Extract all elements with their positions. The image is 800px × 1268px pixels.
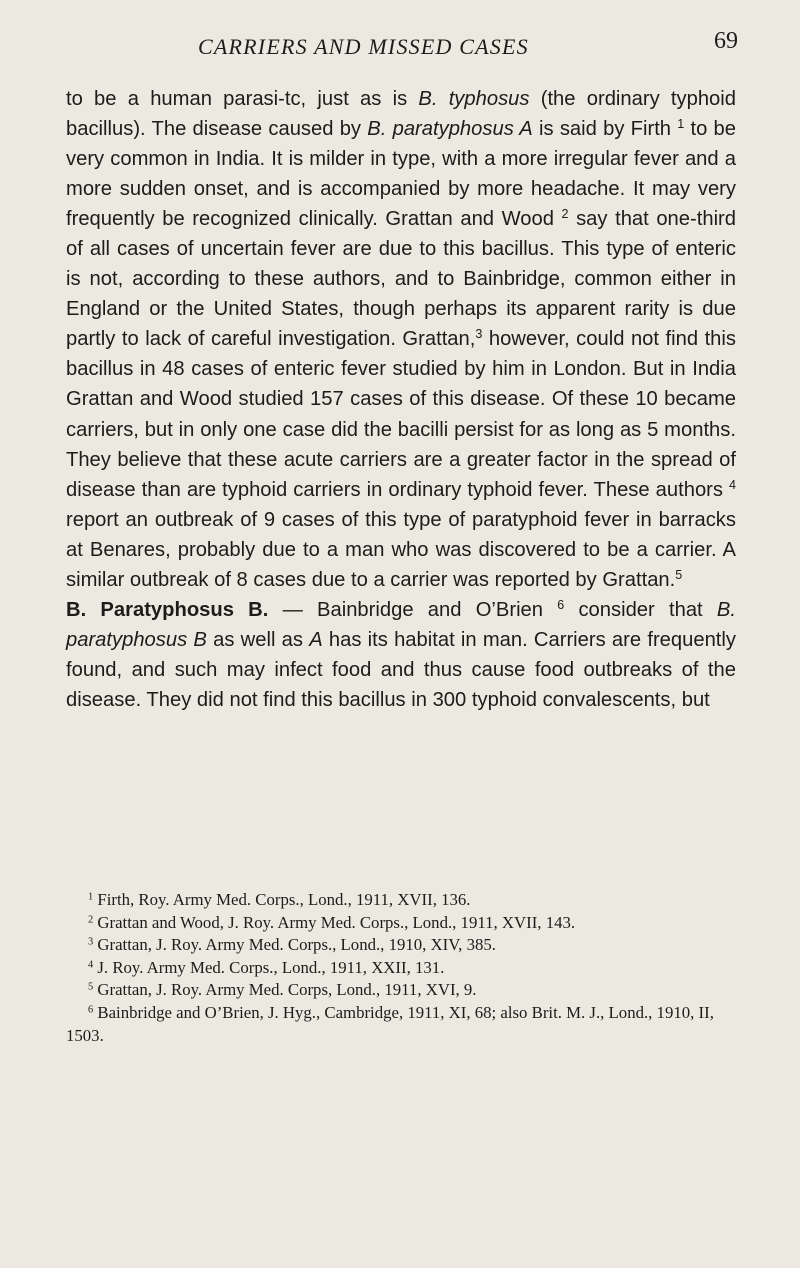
footnote bbox=[66, 912, 736, 935]
text-run: report an outbreak of 9 cases of this type of paratyphoid fever in barracks at Benares, probably due to a man who was discovered to be a carrier. A similar outbreak of 8 cases due to a carrier was reported by Grattan. bbox=[66, 508, 736, 591]
footnote-mark: 6 bbox=[88, 1004, 94, 1016]
footnote-reference: 3 bbox=[475, 327, 483, 342]
text-run: to be a human parasi‑tc, just as is bbox=[66, 88, 419, 110]
body-text bbox=[66, 84, 736, 715]
paragraph-paratyphosus-a bbox=[66, 84, 736, 595]
text-run: as well as bbox=[206, 628, 310, 651]
footnote-text: Grattan, J. Roy. Army Med. Corps, Lond., 1911, XVI, 9. bbox=[97, 980, 477, 1000]
text-run: consider that bbox=[564, 598, 717, 621]
running-head bbox=[66, 28, 738, 64]
footnote-text: Grattan and Wood, J. Roy. Army Med. Corps., Lond., 1911, XVII, 143. bbox=[97, 912, 576, 932]
footnote bbox=[66, 1002, 736, 1047]
text-run: — Bainbridge and O’Brien bbox=[268, 598, 558, 621]
paragraph-paratyphosus-b bbox=[66, 595, 736, 715]
footnote-text: J. Roy. Army Med. Corps., Lond., 1911, XXII, 131. bbox=[97, 957, 445, 977]
footnote-reference: 2 bbox=[561, 207, 569, 222]
footnote-text: Firth, Roy. Army Med. Corps., Lond., 1911, XVII, 136. bbox=[97, 890, 471, 909]
footnote bbox=[66, 934, 736, 957]
italic-term: A bbox=[309, 628, 323, 651]
italic-term: B. paratyphosus B bbox=[66, 598, 736, 651]
page-number: 69 bbox=[714, 28, 738, 54]
footnote-mark: 5 bbox=[88, 981, 94, 993]
footnote-mark: 3 bbox=[88, 936, 94, 948]
section-heading-inline: B. Paratyphosus B. bbox=[66, 598, 269, 621]
footnote bbox=[66, 889, 736, 912]
footnote-reference: 1 bbox=[677, 117, 685, 132]
footnote-reference: 5 bbox=[675, 567, 683, 582]
footnote bbox=[66, 979, 736, 1002]
footnote-text: Bainbridge and O’Brien, J. Hyg., Cambridge, 1911, XI, 68; also Brit. M. J., Lond., 1910, II, 1503. bbox=[66, 1002, 714, 1045]
text-run: has its habitat in man. Carriers are frequently found, and such may infect food and thus cause food outbreaks of the disease. They did not find this bacillus in 300 typhoid convalescents, but bbox=[66, 628, 736, 711]
footnotes bbox=[66, 889, 736, 1047]
italic-term: B. typhosus bbox=[418, 88, 530, 110]
italic-term: B. paratyphosus A bbox=[367, 118, 533, 141]
text-run: say that one-third of all cases of uncertain fever are due to this bacillus. This type of enteric is not, according to these authors, and to Bainbridge, common either in England or the United States, though perhaps its apparent rarity is due partly to lack of careful investigation. Grattan, bbox=[66, 208, 737, 351]
footnote-reference: 6 bbox=[557, 597, 565, 612]
footnote-mark: 2 bbox=[88, 913, 94, 925]
footnote-mark: 1 bbox=[88, 891, 94, 903]
footnote-text: Grattan, J. Roy. Army Med. Corps., Lond., 1910, XIV, 385. bbox=[97, 935, 496, 955]
footnote-reference: 4 bbox=[729, 477, 736, 492]
footnote-mark: 4 bbox=[88, 959, 94, 971]
footnote bbox=[66, 957, 736, 980]
running-title: CARRIERS AND MISSED CASES bbox=[198, 34, 529, 59]
text-run: (the ordinary typhoid bacillus). The disease caused by bbox=[66, 88, 736, 141]
text-run: to be very common in India. It is milder in type, with a more irregular fever and a more sudden onset, and is accompanied by more headache. It may very frequently be recognized clinically. Grattan and Wood bbox=[66, 118, 737, 231]
text-run: is said by Firth bbox=[532, 118, 678, 141]
text-run: however, could not find this bacillus in 48 cases of enteric fever studied by him in London. But in India Grattan and Wood studied 157 cases of this disease. Of these 10 became carriers, but in only one case did the bacilli persist for as long as 5 months. They believe that these acute carriers are a greater factor in the spread of disease than are typhoid carriers in ordinary typhoid fever. These authors bbox=[66, 328, 736, 501]
